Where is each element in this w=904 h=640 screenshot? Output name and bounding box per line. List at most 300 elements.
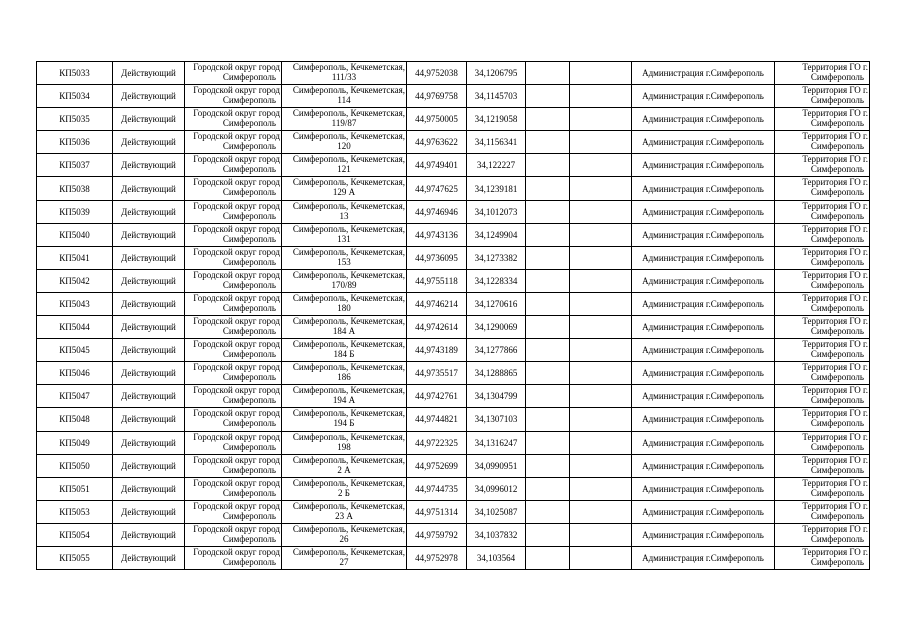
district-line-2: Симферополь — [222, 510, 276, 521]
district-cell — [185, 316, 282, 339]
site-code: КП5036 — [37, 131, 113, 154]
empty-cell — [526, 431, 570, 454]
address-line-2: 121 — [337, 164, 351, 175]
territory-line-1: Территория ГО г. — [802, 523, 868, 534]
address-line-1: Симферополь, Кечкеметская, — [292, 339, 405, 350]
address-cell — [282, 477, 407, 500]
territory-line-2: Симферополь — [810, 349, 864, 360]
address-line-2: 2 Б — [338, 487, 350, 498]
territory-cell — [775, 131, 870, 154]
district-line-2: Симферополь — [222, 533, 276, 544]
owner: Администрация г.Симферополь — [632, 362, 775, 385]
district-cell — [185, 523, 282, 546]
district-line-2: Симферополь — [222, 418, 276, 429]
territory-line-2: Симферополь — [810, 187, 864, 198]
address-cell — [282, 431, 407, 454]
latitude: 44,9735517 — [407, 362, 467, 385]
empty-cell — [526, 223, 570, 246]
table-row — [37, 246, 870, 269]
address-cell — [282, 362, 407, 385]
territory-line-1: Территория ГО г. — [802, 223, 868, 234]
address-line-1: Симферополь, Кечкеметская, — [292, 500, 405, 511]
address-line-2: 120 — [337, 141, 351, 152]
empty-cell — [526, 246, 570, 269]
site-status: Действующий — [113, 523, 185, 546]
district-cell — [185, 500, 282, 523]
empty-cell — [570, 269, 632, 292]
territory-line-2: Симферополь — [810, 441, 864, 452]
site-code: КП5043 — [37, 292, 113, 315]
territory-cell — [775, 523, 870, 546]
site-code: КП5046 — [37, 362, 113, 385]
site-code: КП5042 — [37, 269, 113, 292]
address-line-2: 153 — [337, 256, 351, 267]
site-status: Действующий — [113, 362, 185, 385]
latitude: 44,9743136 — [407, 223, 467, 246]
empty-cell — [570, 431, 632, 454]
owner: Администрация г.Симферополь — [632, 108, 775, 131]
site-status: Действующий — [113, 316, 185, 339]
territory-line-2: Симферополь — [810, 210, 864, 221]
address-cell — [282, 85, 407, 108]
address-cell — [282, 500, 407, 523]
address-line-2: 198 — [337, 441, 351, 452]
empty-cell — [526, 362, 570, 385]
district-line-1: Городской округ город — [193, 454, 280, 465]
longitude: 34,0990951 — [467, 454, 526, 477]
address-line-2: 2 А — [337, 464, 351, 475]
owner: Администрация г.Симферополь — [632, 431, 775, 454]
district-cell — [185, 108, 282, 131]
empty-cell — [570, 108, 632, 131]
site-status: Действующий — [113, 546, 185, 569]
address-line-1: Симферополь, Кечкеметская, — [292, 362, 405, 373]
territory-cell — [775, 108, 870, 131]
empty-cell — [526, 200, 570, 223]
site-code: КП5048 — [37, 408, 113, 431]
district-line-1: Городской округ город — [193, 292, 280, 303]
table-row — [37, 177, 870, 200]
territory-line-2: Симферополь — [810, 233, 864, 244]
district-cell — [185, 246, 282, 269]
empty-cell — [570, 477, 632, 500]
longitude: 34,1219058 — [467, 108, 526, 131]
site-status: Действующий — [113, 62, 185, 85]
territory-line-1: Территория ГО г. — [802, 246, 868, 257]
address-line-1: Симферополь, Кечкеметская, — [292, 200, 405, 211]
territory-cell — [775, 177, 870, 200]
district-line-2: Симферополь — [222, 210, 276, 221]
owner: Администрация г.Симферополь — [632, 408, 775, 431]
district-line-2: Симферополь — [222, 95, 276, 106]
territory-line-1: Территория ГО г. — [802, 431, 868, 442]
district-cell — [185, 454, 282, 477]
district-line-2: Симферополь — [222, 118, 276, 129]
district-line-2: Симферополь — [222, 372, 276, 383]
address-line-1: Симферополь, Кечкеметская, — [292, 523, 405, 534]
district-line-1: Городской округ город — [193, 85, 280, 96]
site-status: Действующий — [113, 477, 185, 500]
address-line-2: 184 Б — [333, 349, 355, 360]
district-line-1: Городской округ город — [193, 108, 280, 119]
address-line-1: Симферополь, Кечкеметская, — [292, 292, 405, 303]
longitude: 34,1307103 — [467, 408, 526, 431]
owner: Администрация г.Симферополь — [632, 500, 775, 523]
owner: Администрация г.Симферополь — [632, 292, 775, 315]
site-status: Действующий — [113, 246, 185, 269]
longitude: 34,1228334 — [467, 269, 526, 292]
address-line-2: 23 А — [335, 510, 353, 521]
empty-cell — [570, 523, 632, 546]
territory-cell — [775, 85, 870, 108]
address-line-1: Симферополь, Кечкеметская, — [292, 108, 405, 119]
territory-cell — [775, 362, 870, 385]
site-status: Действующий — [113, 431, 185, 454]
territory-line-2: Симферополь — [810, 533, 864, 544]
latitude: 44,9722325 — [407, 431, 467, 454]
district-cell — [185, 154, 282, 177]
territory-line-1: Территория ГО г. — [802, 546, 868, 557]
owner: Администрация г.Симферополь — [632, 85, 775, 108]
district-line-1: Городской округ город — [193, 500, 280, 511]
table-row — [37, 292, 870, 315]
district-cell — [185, 431, 282, 454]
site-code: КП5044 — [37, 316, 113, 339]
district-line-1: Городской округ город — [193, 177, 280, 188]
latitude: 44,9747625 — [407, 177, 467, 200]
latitude: 44,9743189 — [407, 339, 467, 362]
territory-line-2: Симферополь — [810, 72, 864, 82]
site-code: КП5049 — [37, 431, 113, 454]
address-line-1: Симферополь, Кечкеметская, — [292, 385, 405, 396]
territory-cell — [775, 246, 870, 269]
site-code: КП5051 — [37, 477, 113, 500]
address-line-2: 26 — [339, 533, 349, 544]
table-row — [37, 339, 870, 362]
territory-line-1: Территория ГО г. — [802, 477, 868, 488]
latitude: 44,9750005 — [407, 108, 467, 131]
address-line-2: 186 — [337, 372, 351, 383]
territory-line-1: Территория ГО г. — [802, 177, 868, 188]
empty-cell — [570, 500, 632, 523]
territory-cell — [775, 154, 870, 177]
longitude: 34,1037832 — [467, 523, 526, 546]
district-line-1: Городской округ город — [193, 362, 280, 373]
address-line-2: 131 — [337, 233, 351, 244]
territory-line-2: Симферополь — [810, 395, 864, 406]
address-line-1: Симферополь, Кечкеметская, — [292, 269, 405, 280]
district-line-1: Городской округ город — [193, 62, 280, 72]
site-code: КП5045 — [37, 339, 113, 362]
address-cell — [282, 177, 407, 200]
district-line-2: Симферополь — [222, 72, 276, 82]
district-line-1: Городской округ город — [193, 408, 280, 419]
district-cell — [185, 408, 282, 431]
latitude: 44,9752699 — [407, 454, 467, 477]
district-line-1: Городской округ город — [193, 316, 280, 327]
empty-cell — [526, 131, 570, 154]
address-cell — [282, 408, 407, 431]
territory-cell — [775, 454, 870, 477]
address-cell — [282, 339, 407, 362]
owner: Администрация г.Симферополь — [632, 269, 775, 292]
empty-cell — [526, 177, 570, 200]
territory-line-2: Симферополь — [810, 556, 864, 567]
table-row — [37, 316, 870, 339]
longitude: 34,1206795 — [467, 62, 526, 85]
longitude: 34,1145703 — [467, 85, 526, 108]
address-cell — [282, 62, 407, 85]
table-row — [37, 223, 870, 246]
district-line-2: Симферополь — [222, 164, 276, 175]
district-cell — [185, 546, 282, 569]
empty-cell — [570, 454, 632, 477]
table-row — [37, 131, 870, 154]
territory-line-1: Территория ГО г. — [802, 408, 868, 419]
owner: Администрация г.Симферополь — [632, 177, 775, 200]
address-cell — [282, 269, 407, 292]
site-code: КП5038 — [37, 177, 113, 200]
territory-cell — [775, 269, 870, 292]
latitude: 44,9752038 — [407, 62, 467, 85]
latitude: 44,9746214 — [407, 292, 467, 315]
address-line-1: Симферополь, Кечкеметская, — [292, 454, 405, 465]
site-code: КП5037 — [37, 154, 113, 177]
district-cell — [185, 223, 282, 246]
territory-line-2: Симферополь — [810, 141, 864, 152]
owner: Администрация г.Симферополь — [632, 316, 775, 339]
district-cell — [185, 62, 282, 85]
address-cell — [282, 316, 407, 339]
latitude: 44,9744821 — [407, 408, 467, 431]
territory-line-1: Территория ГО г. — [802, 154, 868, 165]
territory-line-2: Симферополь — [810, 302, 864, 313]
owner: Администрация г.Симферополь — [632, 223, 775, 246]
empty-cell — [526, 292, 570, 315]
territory-line-2: Симферополь — [810, 95, 864, 106]
empty-cell — [570, 85, 632, 108]
address-line-1: Симферополь, Кечкеметская, — [292, 408, 405, 419]
territory-line-1: Территория ГО г. — [802, 316, 868, 327]
owner: Администрация г.Симферополь — [632, 385, 775, 408]
district-line-1: Городской округ город — [193, 431, 280, 442]
territory-line-1: Территория ГО г. — [802, 339, 868, 350]
district-cell — [185, 131, 282, 154]
district-line-1: Городской округ город — [193, 339, 280, 350]
table-row — [37, 200, 870, 223]
address-line-1: Симферополь, Кечкеметская, — [292, 546, 405, 557]
address-cell — [282, 523, 407, 546]
address-line-1: Симферополь, Кечкеметская, — [292, 223, 405, 234]
district-cell — [185, 177, 282, 200]
territory-line-2: Симферополь — [810, 256, 864, 267]
territory-cell — [775, 408, 870, 431]
empty-cell — [526, 339, 570, 362]
territory-line-1: Территория ГО г. — [802, 292, 868, 303]
owner: Администрация г.Симферополь — [632, 339, 775, 362]
empty-cell — [570, 154, 632, 177]
territory-line-2: Симферополь — [810, 510, 864, 521]
empty-cell — [570, 546, 632, 569]
district-line-1: Городской округ город — [193, 546, 280, 557]
longitude: 34,1277866 — [467, 339, 526, 362]
table-row — [37, 269, 870, 292]
address-cell — [282, 546, 407, 569]
address-line-1: Симферополь, Кечкеметская, — [292, 316, 405, 327]
territory-cell — [775, 62, 870, 85]
territory-line-2: Симферополь — [810, 418, 864, 429]
empty-cell — [570, 177, 632, 200]
district-line-2: Симферополь — [222, 441, 276, 452]
territory-line-1: Территория ГО г. — [802, 454, 868, 465]
territory-line-1: Территория ГО г. — [802, 200, 868, 211]
district-line-2: Симферополь — [222, 326, 276, 337]
empty-cell — [526, 108, 570, 131]
empty-cell — [526, 154, 570, 177]
address-line-2: 180 — [337, 302, 351, 313]
empty-cell — [526, 546, 570, 569]
longitude: 34,1316247 — [467, 431, 526, 454]
empty-cell — [570, 316, 632, 339]
empty-cell — [570, 292, 632, 315]
territory-line-2: Симферополь — [810, 372, 864, 383]
latitude: 44,9749401 — [407, 154, 467, 177]
longitude: 34,1273382 — [467, 246, 526, 269]
latitude: 44,9752978 — [407, 546, 467, 569]
empty-cell — [570, 339, 632, 362]
registry-body — [37, 62, 870, 570]
address-line-2: 111/33 — [331, 72, 357, 82]
territory-cell — [775, 546, 870, 569]
district-line-2: Симферополь — [222, 233, 276, 244]
table-row — [37, 454, 870, 477]
district-cell — [185, 269, 282, 292]
district-cell — [185, 339, 282, 362]
empty-cell — [570, 385, 632, 408]
table-row — [37, 408, 870, 431]
empty-cell — [526, 408, 570, 431]
address-line-2: 119/87 — [331, 118, 357, 129]
owner: Администрация г.Симферополь — [632, 546, 775, 569]
longitude: 34,1290069 — [467, 316, 526, 339]
latitude: 44,9742761 — [407, 385, 467, 408]
district-cell — [185, 362, 282, 385]
table-row — [37, 500, 870, 523]
empty-cell — [570, 62, 632, 85]
district-line-2: Симферополь — [222, 302, 276, 313]
longitude: 34,1270616 — [467, 292, 526, 315]
address-line-1: Симферополь, Кечкеметская, — [292, 154, 405, 165]
territory-line-2: Симферополь — [810, 326, 864, 337]
address-cell — [282, 131, 407, 154]
district-line-2: Симферополь — [222, 464, 276, 475]
district-line-1: Городской округ город — [193, 477, 280, 488]
territory-line-1: Территория ГО г. — [802, 85, 868, 96]
territory-line-2: Симферополь — [810, 279, 864, 290]
district-line-1: Городской округ город — [193, 223, 280, 234]
district-line-1: Городской округ город — [193, 154, 280, 165]
latitude: 44,9746946 — [407, 200, 467, 223]
site-code: КП5034 — [37, 85, 113, 108]
territory-line-1: Территория ГО г. — [802, 131, 868, 142]
address-line-2: 194 А — [332, 395, 356, 406]
site-status: Действующий — [113, 154, 185, 177]
district-line-1: Городской округ город — [193, 385, 280, 396]
territory-line-1: Территория ГО г. — [802, 269, 868, 280]
district-line-2: Симферополь — [222, 187, 276, 198]
longitude: 34,1249904 — [467, 223, 526, 246]
longitude: 34,1025087 — [467, 500, 526, 523]
address-line-1: Симферополь, Кечкеметская, — [292, 131, 405, 142]
table-row — [37, 62, 870, 85]
longitude: 34,1156341 — [467, 131, 526, 154]
district-line-2: Симферополь — [222, 556, 276, 567]
empty-cell — [570, 362, 632, 385]
address-line-1: Симферополь, Кечкеметская, — [292, 246, 405, 257]
address-cell — [282, 154, 407, 177]
longitude: 34,1239181 — [467, 177, 526, 200]
site-status: Действующий — [113, 454, 185, 477]
district-line-2: Симферополь — [222, 349, 276, 360]
empty-cell — [570, 131, 632, 154]
territory-cell — [775, 292, 870, 315]
owner: Администрация г.Симферополь — [632, 523, 775, 546]
territory-cell — [775, 431, 870, 454]
table-row — [37, 546, 870, 569]
empty-cell — [526, 316, 570, 339]
address-line-1: Симферополь, Кечкеметская, — [292, 85, 405, 96]
site-status: Действующий — [113, 108, 185, 131]
territory-cell — [775, 223, 870, 246]
site-status: Действующий — [113, 200, 185, 223]
address-line-2: 194 Б — [333, 418, 355, 429]
site-status: Действующий — [113, 85, 185, 108]
address-line-1: Симферополь, Кечкеметская, — [292, 477, 405, 488]
site-status: Действующий — [113, 500, 185, 523]
district-cell — [185, 200, 282, 223]
address-cell — [282, 200, 407, 223]
table-row — [37, 154, 870, 177]
table-row — [37, 523, 870, 546]
territory-line-1: Территория ГО г. — [802, 500, 868, 511]
site-status: Действующий — [113, 131, 185, 154]
latitude: 44,9742614 — [407, 316, 467, 339]
district-cell — [185, 85, 282, 108]
longitude: 34,1012073 — [467, 200, 526, 223]
empty-cell — [526, 269, 570, 292]
territory-cell — [775, 200, 870, 223]
district-line-1: Городской округ город — [193, 246, 280, 257]
longitude: 34,103564 — [467, 546, 526, 569]
empty-cell — [526, 62, 570, 85]
table-row — [37, 385, 870, 408]
district-line-1: Городской округ город — [193, 200, 280, 211]
owner: Администрация г.Симферополь — [632, 246, 775, 269]
territory-line-1: Территория ГО г. — [802, 385, 868, 396]
territory-cell — [775, 477, 870, 500]
empty-cell — [526, 500, 570, 523]
district-line-2: Симферополь — [222, 279, 276, 290]
address-cell — [282, 108, 407, 131]
district-line-2: Симферополь — [222, 395, 276, 406]
empty-cell — [526, 454, 570, 477]
empty-cell — [526, 523, 570, 546]
district-cell — [185, 477, 282, 500]
address-line-1: Симферополь, Кечкеметская, — [292, 177, 405, 188]
address-cell — [282, 385, 407, 408]
territory-line-1: Территория ГО г. — [802, 362, 868, 373]
site-code: КП5035 — [37, 108, 113, 131]
